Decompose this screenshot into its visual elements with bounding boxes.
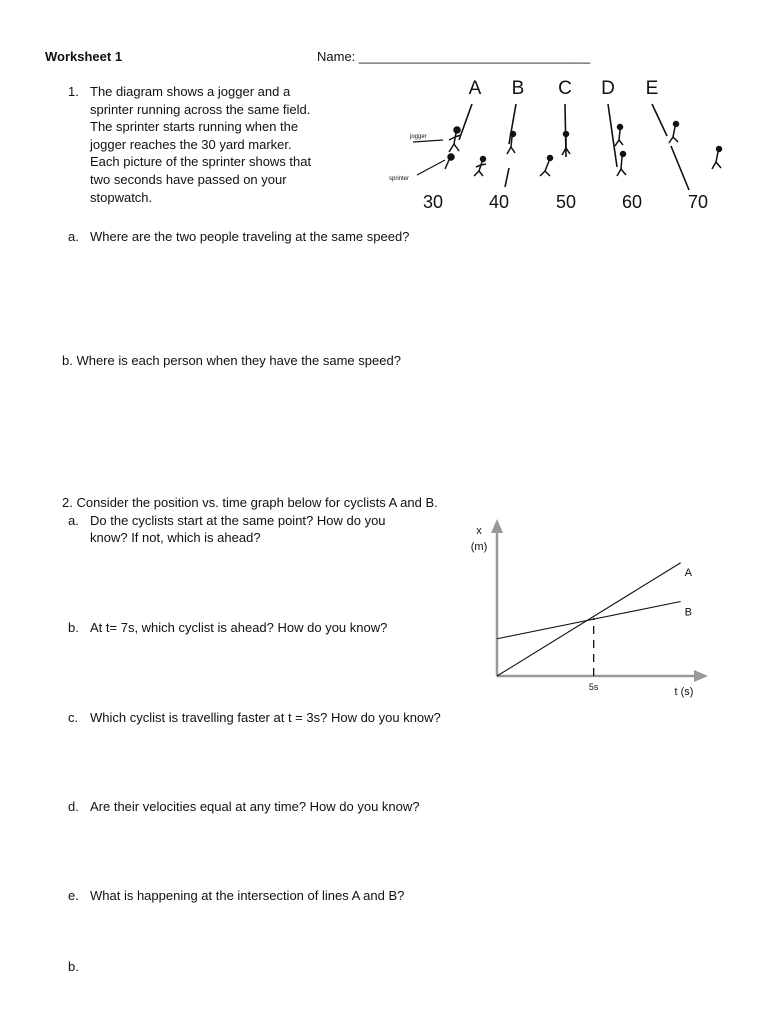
jogger-figure [669, 122, 679, 144]
jogger-figure [507, 132, 516, 155]
question-1-line: sprinter running across the same field. [90, 101, 311, 117]
series-line-a [497, 563, 681, 676]
sprinter-figure [540, 156, 553, 177]
x-tick-label: 5s [588, 682, 599, 692]
question-2d-line: Are their velocities equal at any time? How do you know? [90, 799, 420, 814]
worksheet-title: Worksheet 1 [45, 49, 123, 64]
position-time-chart [462, 515, 722, 705]
x-axis-arrow [694, 670, 708, 682]
diagram-letter-e: E [645, 78, 659, 99]
question-1b-text: b. Where is each person when they have the same speed? [62, 353, 401, 368]
diagram-letter-a: A [468, 78, 482, 99]
diagram-letter-c: C [558, 78, 572, 99]
question-2c-line: Which cyclist is travelling faster at t = 3s? How do you know? [90, 710, 441, 725]
yard-marker-30: 30 [422, 192, 444, 212]
question-2a-line: Do the cyclists start at the same point? How do you [90, 513, 386, 528]
question-2a-line: know? If not, which is ahead? [90, 530, 261, 545]
question-1a-letter: a. [68, 229, 79, 244]
question-2b-letter: b. [68, 620, 79, 635]
question-2a-letter: a. [68, 513, 79, 528]
question-1-number: 1. [68, 84, 79, 99]
yard-marker-60: 60 [621, 192, 643, 212]
question-2-intro: 2. Consider the position vs. time graph below for cyclists A and B. [62, 495, 438, 510]
question-1-line: The diagram shows a jogger and a [90, 84, 291, 99]
question-1-text [90, 83, 311, 206]
question-1-line: The sprinter starts running when the [90, 119, 299, 135]
question-1-line: two seconds have passed on your [90, 171, 287, 187]
series-label-b: B [684, 606, 693, 619]
sprinter-figure [474, 157, 486, 177]
name-field-label: Name: ________________________________ [317, 49, 591, 64]
jogger-figure [615, 125, 623, 147]
yard-marker-40: 40 [488, 192, 510, 212]
question-2f-letter: b. [68, 959, 79, 974]
series-line-b [497, 602, 681, 639]
y-axis-arrow [491, 519, 503, 533]
question-1-line: Each picture of the sprinter shows that [90, 154, 312, 170]
question-2e-letter: e. [68, 888, 79, 903]
question-1-line: jogger reaches the 30 yard marker. [90, 136, 292, 152]
question-2e-line: What is happening at the intersection of lines A and B? [90, 888, 405, 903]
jogger-label: jogger [410, 134, 427, 140]
sprinter-figure [617, 152, 626, 177]
jogger-sprinter-diagram [385, 72, 730, 217]
diagram-letter-d: D [601, 78, 615, 99]
question-2b-line: At t= 7s, which cyclist is ahead? How do you know? [90, 620, 388, 635]
diagram-letter-b: B [511, 78, 525, 99]
question-2d-letter: d. [68, 799, 79, 814]
sprinter-figure [445, 154, 454, 169]
sprinter-label: sprinter [389, 176, 410, 182]
x-axis-label: t (s) [674, 686, 694, 698]
sprinter-figure [712, 147, 722, 170]
y-axis-unit-label: (m) [470, 541, 488, 553]
series-label-a: A [684, 566, 693, 579]
question-1a-text: Where are the two people traveling at the same speed? [90, 229, 410, 244]
y-axis-label: x [476, 525, 482, 537]
yard-marker-50: 50 [555, 192, 577, 212]
question-1-line: stopwatch. [90, 189, 153, 205]
question-2c-letter: c. [68, 710, 79, 725]
yard-marker-70: 70 [687, 192, 709, 212]
